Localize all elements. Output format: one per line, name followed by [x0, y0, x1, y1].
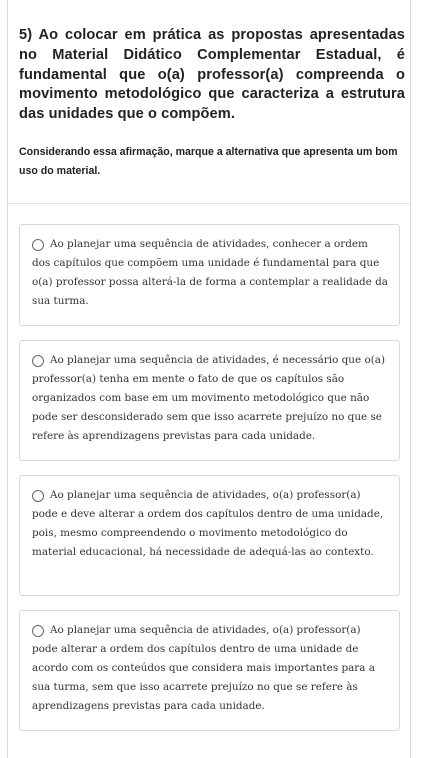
- question-instruction: Considerando essa afirmação, marque a alternativa que apresenta um bom uso do material.: [19, 146, 398, 178]
- answer-option-text: Ao planejar uma sequência de atividades, o(a) professor(a) pode e deve alterar a ordem dos capítulos dentro de uma unidade, pois, mesmo compreendendo o movimento metodológico do material educacional, há necessidade de adequá-las ao contexto.: [32, 489, 384, 559]
- divider: [8, 203, 410, 204]
- answer-option-1[interactable]: [19, 224, 400, 326]
- answer-option-2[interactable]: [19, 340, 400, 461]
- answer-option-text: Ao planejar uma sequência de atividades, o(a) professor(a) pode alterar a ordem dos capítulos dentro de uma unidade de acordo com os conteúdos que considera mais importantes para a sua turma, sem que isso acarrete prejuízo no que se refere às aprendizagens previstas para cada unidade.: [32, 624, 375, 713]
- answer-option-3[interactable]: [19, 475, 400, 596]
- answer-option-text: Ao planejar uma sequência de atividades, conhecer a ordem dos capítulos que compõem uma unidade é fundamental para que o(a) professor possa alterá-la de forma a contemplar a realidade da sua turma.: [32, 238, 388, 308]
- answer-option-4[interactable]: [19, 610, 400, 731]
- question-title: 5) Ao colocar em prática as propostas apresentadas no Material Didático Complementar Estadual, é fundamental que o(a) professor(a) compreenda o movimento metodológico que caracteriza a estrutura das unidades que o compõem.: [19, 27, 405, 123]
- answer-option-text: Ao planejar uma sequência de atividades, é necessário que o(a) professor(a) tenha em mente o fato de que os capítulos são organizados com base em um movimento metodológico que não pode ser desconsiderado sem que isso acarrete prejuízo no que se refere às aprendizagens previstas para cada unidade.: [32, 354, 386, 443]
